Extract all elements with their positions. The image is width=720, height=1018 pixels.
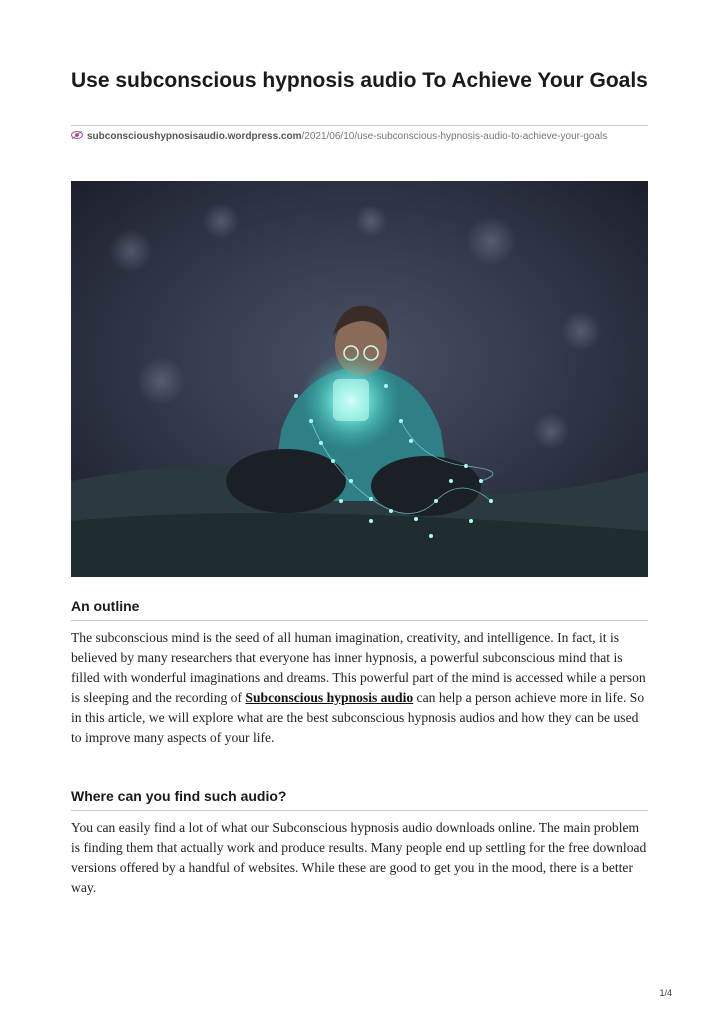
eye-logo-icon <box>71 130 83 140</box>
outline-text-start: The subconscious mind is the seed of all human imagination, creativity, and intelligence. In fact, it is believed by many researchers that everyone has inner hypnosis, a powerful subconscious mind that is filled with wonderful imaginations and dreams. This powerful part of the mind is accessed while a person is sleeping and the recording of <box>71 630 646 705</box>
source-url[interactable] <box>71 130 641 144</box>
outline-text-end: can help a person achieve more in life. So in this article, we will explore what are the best subconscious hypnosis audios and how they can be used to improve many aspects of your life. <box>71 690 645 745</box>
subconscious-hypnosis-audio-link[interactable]: Subconscious hypnosis audio <box>245 690 414 705</box>
hero-image <box>71 181 648 577</box>
page-number: 1/4 <box>659 988 672 998</box>
section-divider <box>71 810 648 811</box>
section-heading-where: Where can you find such audio? <box>71 788 287 804</box>
person-with-fairy-lights-image <box>71 181 648 577</box>
article-title: Use subconscious hypnosis audio To Achieve Your Goals <box>71 69 648 92</box>
source-domain[interactable]: subconscioushypnosisaudio.wordpress.com <box>87 131 302 142</box>
where-paragraph: You can easily find a lot of what our Subconscious hypnosis audio downloads online. The main problem is finding them that actually work and produce results. Many people end up settling for the free download versions offered by a handful of websites. While these are good to get you in the mood, there is a better way. <box>71 820 647 895</box>
section-divider <box>71 620 648 621</box>
outline-paragraph <box>71 628 648 748</box>
title-divider <box>71 125 648 126</box>
source-path[interactable]: /2021/06/10/use-subconscious-hypnosis-audio-to-achieve-your-goals <box>301 131 608 142</box>
section-heading-outline: An outline <box>71 598 140 614</box>
